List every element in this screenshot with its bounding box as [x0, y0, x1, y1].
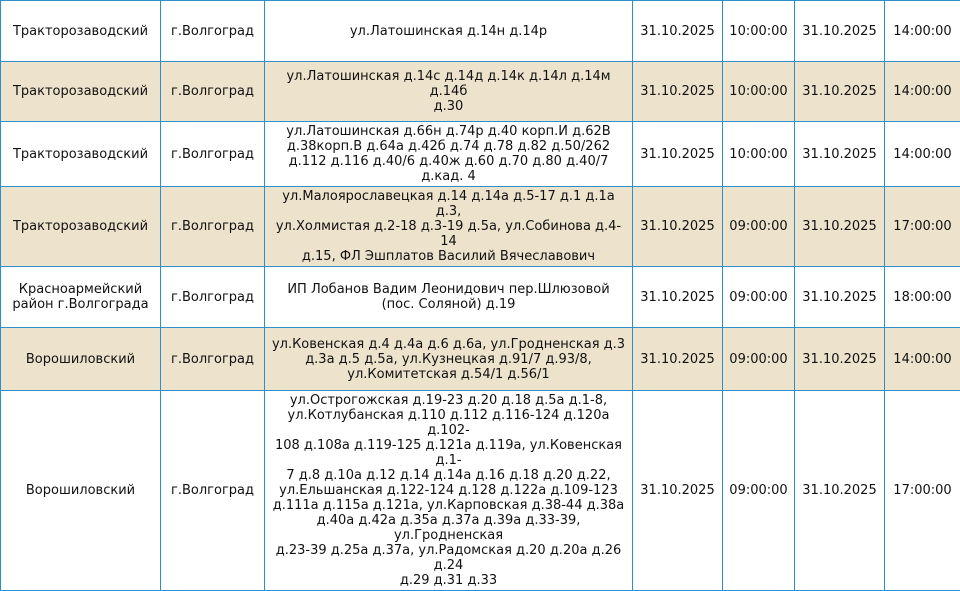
end-date-cell: 31.10.2025	[795, 391, 885, 591]
address-line: д.3а д.5 д.5а, ул.Кузнецкая д.91/7 д.93/8,	[305, 352, 592, 367]
address-cell	[265, 1, 633, 62]
address-cell	[265, 391, 633, 591]
address-line: ул.Котлубанская д.110 д.112 д.116-124 д.120а д.102-	[288, 408, 610, 438]
address-cell	[265, 187, 633, 267]
end-time-cell: 14:00:00	[885, 62, 960, 122]
start-time-cell: 10:00:00	[723, 1, 795, 62]
city-cell: г.Волгоград	[161, 187, 265, 267]
district-cell: Тракторозаводский	[1, 187, 161, 267]
address-line: ул.Ковенская д.4 д.4а д.6 д.6а, ул.Гродненская д.3	[272, 337, 625, 352]
end-date-cell: 31.10.2025	[795, 62, 885, 122]
end-date-cell: 31.10.2025	[795, 187, 885, 267]
address-line: ул.Комитетская д.54/1 д.56/1	[347, 367, 549, 382]
address-line: ул.Холмистая д.2-18 д.3-19 д.5а, ул.Собинова д.4-14	[276, 219, 621, 249]
address-line: ул.Острогожская д.19-23 д.20 д.18 д.5а д.1-8,	[290, 393, 607, 408]
start-time-cell: 09:00:00	[723, 328, 795, 391]
city-cell: г.Волгоград	[161, 328, 265, 391]
city-cell: г.Волгоград	[161, 1, 265, 62]
end-date-cell: 31.10.2025	[795, 328, 885, 391]
address-line: ул.Малоярославецкая д.14 д.14а д.5-17 д.1 д.1а д.3,	[282, 189, 615, 219]
start-time-cell: 09:00:00	[723, 187, 795, 267]
end-date-cell: 31.10.2025	[795, 122, 885, 187]
address-line: д.112 д.116 д.40/6 д.40ж д.60 д.70 д.80 д.40/7 д.кад. 4	[289, 154, 609, 184]
start-date-cell: 31.10.2025	[633, 187, 723, 267]
end-time-cell: 14:00:00	[885, 1, 960, 62]
address-line: д.29 д.31 д.33	[400, 573, 497, 588]
address-cell	[265, 62, 633, 122]
table-row	[1, 1, 960, 62]
address-cell	[265, 122, 633, 187]
district-cell: Тракторозаводский	[1, 62, 161, 122]
table-row	[1, 391, 960, 591]
start-date-cell: 31.10.2025	[633, 122, 723, 187]
end-time-cell: 14:00:00	[885, 122, 960, 187]
district-cell: Тракторозаводский	[1, 122, 161, 187]
outage-table-body	[1, 1, 960, 591]
table-row	[1, 122, 960, 187]
district-cell: Ворошиловский	[1, 328, 161, 391]
address-line: д.23-39 д.25а д.37а, ул.Радомская д.20 д.20а д.26 д.24	[276, 543, 622, 573]
start-date-cell: 31.10.2025	[633, 328, 723, 391]
end-date-cell: 31.10.2025	[795, 1, 885, 62]
address-line: ул.Ельшанская д.122-124 д.128 д.122а д.109-123	[279, 483, 618, 498]
end-time-cell: 18:00:00	[885, 267, 960, 328]
end-date-cell: 31.10.2025	[795, 267, 885, 328]
address-cell	[265, 267, 633, 328]
city-cell: г.Волгоград	[161, 391, 265, 591]
address-line: (пос. Соляной) д.19	[382, 297, 516, 312]
start-date-cell: 31.10.2025	[633, 1, 723, 62]
address-line: ИП Лобанов Вадим Леонидович пер.Шлюзовой	[287, 282, 609, 297]
address-cell	[265, 328, 633, 391]
address-line: д.38корп.В д.64а д.42б д.74 д.78 д.82 д.50/262	[287, 139, 610, 154]
start-date-cell: 31.10.2025	[633, 391, 723, 591]
city-cell: г.Волгоград	[161, 62, 265, 122]
end-time-cell: 14:00:00	[885, 328, 960, 391]
address-line: 7 д.8 д.10а д.12 д.14 д.14а д.16 д.18 д.20 д.22,	[286, 468, 610, 483]
start-date-cell: 31.10.2025	[633, 267, 723, 328]
district-cell: Красноармейский район г.Волгограда	[1, 267, 161, 328]
city-cell: г.Волгоград	[161, 122, 265, 187]
address-line: ул.Латошинская д.14н д.14р	[350, 24, 547, 39]
start-time-cell: 09:00:00	[723, 267, 795, 328]
address-line: д.15, ФЛ Эшплатов Василий Вячеславович	[302, 249, 595, 264]
table-row	[1, 62, 960, 122]
table-row	[1, 328, 960, 391]
city-cell: г.Волгоград	[161, 267, 265, 328]
start-time-cell: 10:00:00	[723, 62, 795, 122]
end-time-cell: 17:00:00	[885, 187, 960, 267]
address-line: д.30	[434, 99, 464, 114]
address-line: 108 д.108а д.119-125 д.121а д.119а, ул.Ковенская д.1-	[275, 438, 622, 468]
start-date-cell: 31.10.2025	[633, 62, 723, 122]
district-cell: Тракторозаводский	[1, 1, 161, 62]
table-row	[1, 267, 960, 328]
district-cell: Ворошиловский	[1, 391, 161, 591]
table-row	[1, 187, 960, 267]
start-time-cell: 10:00:00	[723, 122, 795, 187]
address-line: д.40а д.42а д.35а д.37а д.39а д.33-39, ул.Гродненская	[317, 513, 581, 543]
address-line: ул.Латошинская д.14с д.14д д.14к д.14л д.14м д.14б	[286, 69, 610, 99]
address-line: ул.Латошинская д.66н д.74р д.40 корп.И д.62В	[286, 124, 610, 139]
address-line: д.111а д.115а д.121а, ул.Карповская д.38-44 д.38а	[273, 498, 625, 513]
start-time-cell: 09:00:00	[723, 391, 795, 591]
end-time-cell: 17:00:00	[885, 391, 960, 591]
